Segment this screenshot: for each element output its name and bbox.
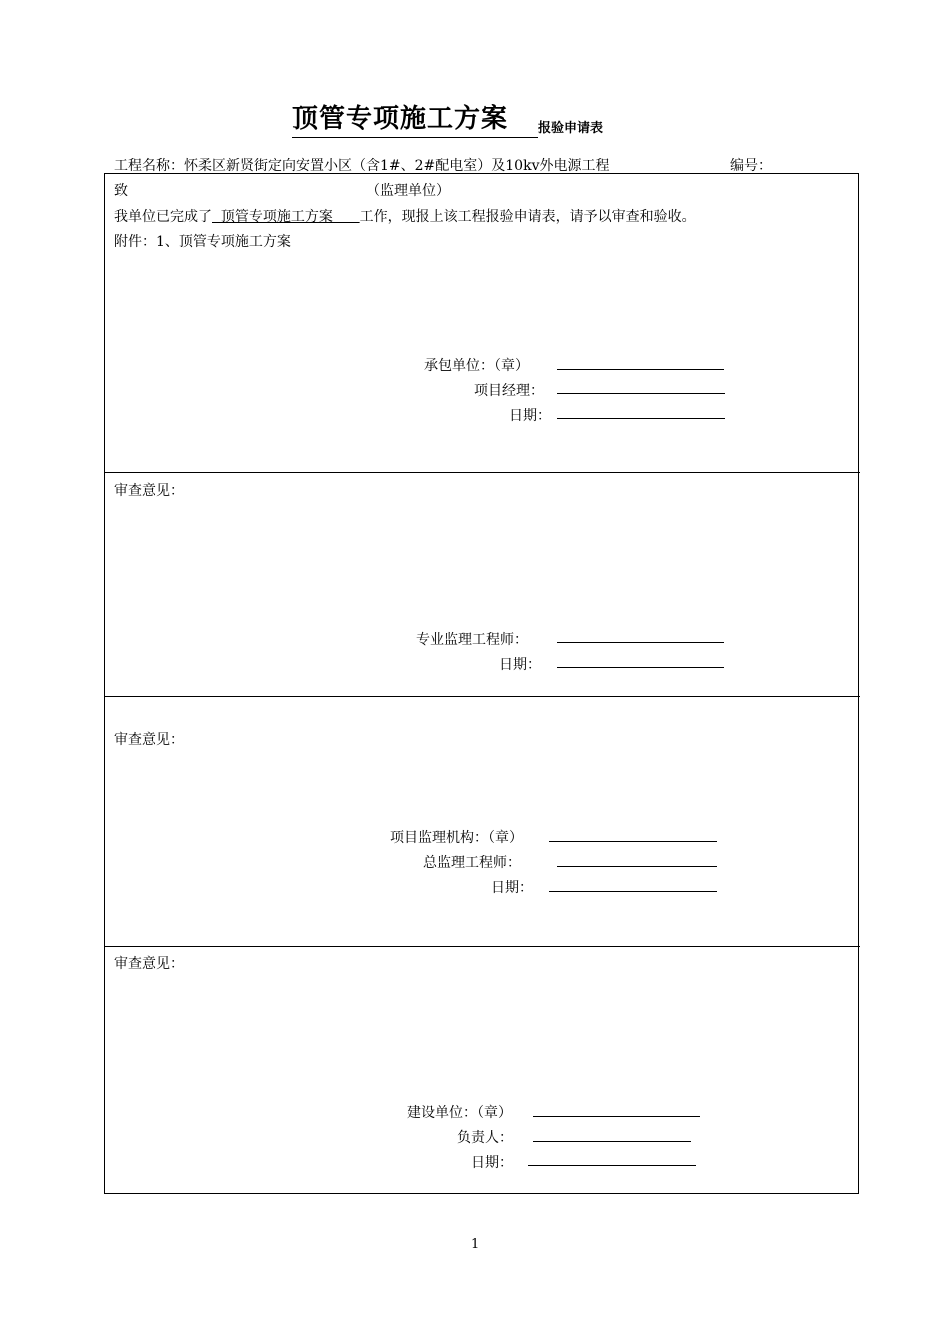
contractor-signature-line	[557, 369, 724, 370]
attachment-line: 附件：1、顶管专项施工方案	[114, 234, 291, 250]
owner-label: 建设单位：（章）	[407, 1105, 512, 1121]
manager-label: 项目经理：	[474, 383, 544, 399]
date-label-1: 日期：	[509, 408, 551, 424]
engineer-signature-line	[557, 642, 724, 643]
date-label-3: 日期：	[491, 880, 533, 896]
document-subtitle: 报验申请表	[538, 121, 604, 136]
review-opinion-label-2: 审查意见：	[114, 483, 184, 499]
date-line-4	[528, 1165, 696, 1166]
engineer-label: 专业监理工程师：	[416, 632, 528, 648]
form-table	[104, 173, 859, 1194]
review-opinion-label-3: 审查意见：	[114, 732, 184, 748]
statement-fill: 顶管专项施工方案	[212, 209, 360, 225]
document-title: 顶管专项施工方案	[292, 104, 509, 134]
date-label-4: 日期：	[471, 1155, 513, 1171]
date-line-2	[557, 667, 724, 668]
responsible-signature-line	[533, 1141, 691, 1142]
supervision-unit-label: （监理单位）	[366, 183, 450, 199]
row-divider-2	[104, 696, 860, 697]
date-line-1	[557, 418, 725, 419]
agency-label: 项目监理机构：（章）	[390, 830, 523, 846]
chief-engineer-signature-line	[557, 866, 717, 867]
responsible-label: 负责人：	[457, 1130, 513, 1146]
manager-signature-line	[557, 393, 725, 394]
page-number: 1	[471, 1237, 480, 1252]
date-line-3	[549, 891, 717, 892]
owner-signature-line	[533, 1116, 700, 1117]
title-underline	[292, 137, 538, 138]
statement-prefix: 我单位已完成了	[114, 209, 212, 225]
row-divider-1	[104, 472, 860, 473]
statement-suffix: 工作，现报上该工程报验申请表，请予以审查和验收。	[359, 209, 696, 225]
date-label-2: 日期：	[499, 657, 541, 673]
agency-signature-line	[549, 841, 717, 842]
project-name: 工程名称：怀柔区新贤街定向安置小区（含1#、2#配电室）及10kv外电源工程	[114, 158, 610, 174]
contractor-label: 承包单位：（章）	[424, 358, 529, 374]
to-label: 致	[114, 183, 128, 199]
chief-engineer-label: 总监理工程师：	[423, 855, 521, 871]
statement-line	[114, 206, 696, 226]
row-divider-3	[104, 946, 860, 947]
number-label: 编号：	[730, 158, 772, 174]
review-opinion-label-4: 审查意见：	[114, 956, 184, 972]
